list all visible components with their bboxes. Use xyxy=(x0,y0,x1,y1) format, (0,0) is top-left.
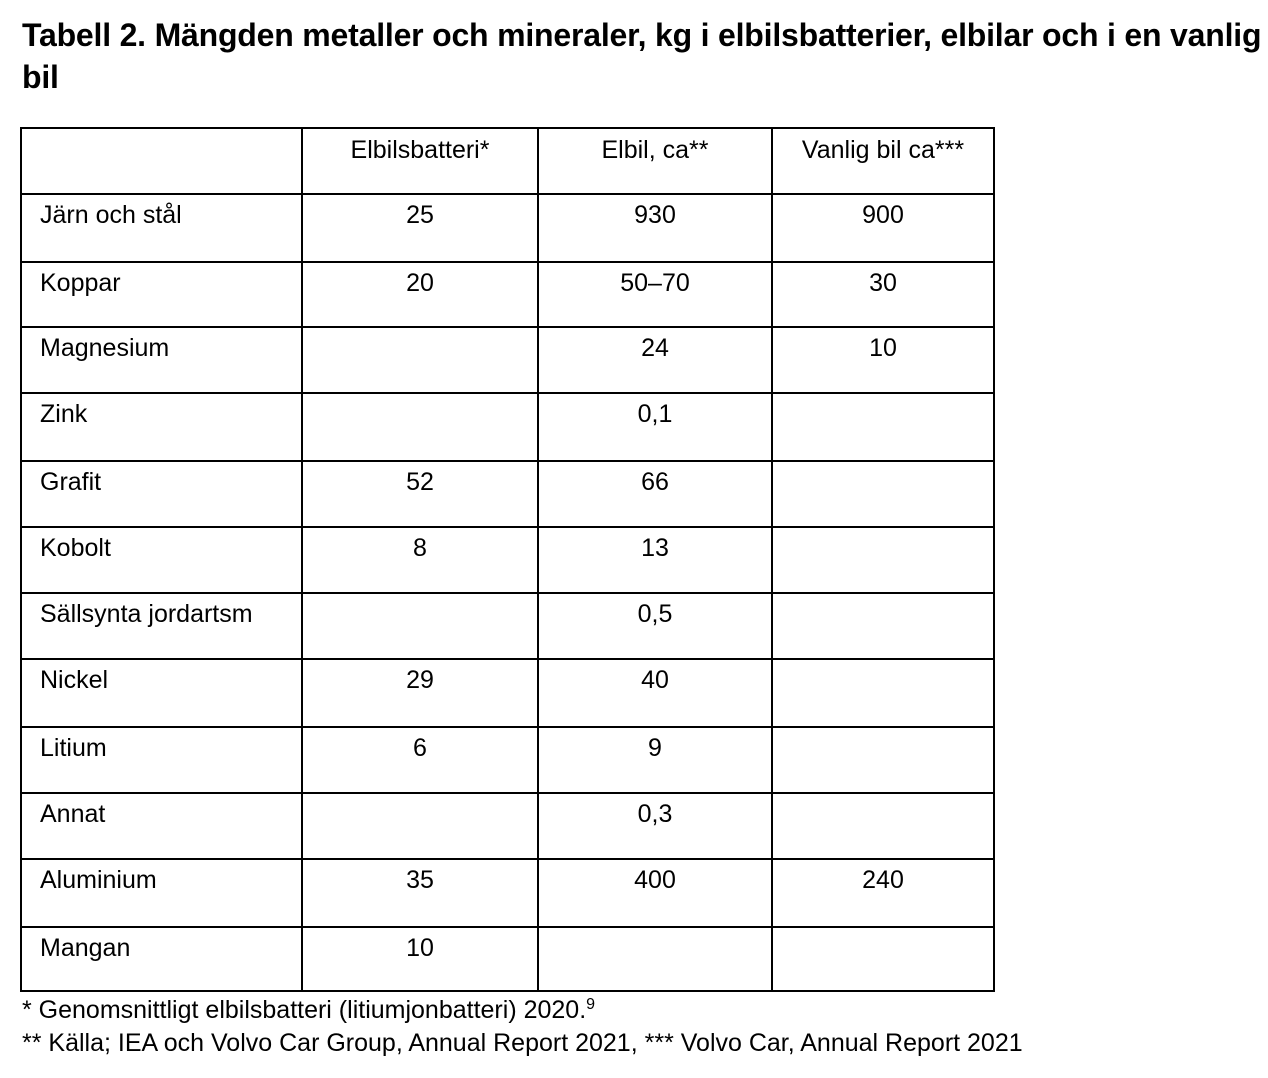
table-row xyxy=(21,393,994,461)
row-label: Zink xyxy=(21,393,302,461)
row-label: Litium xyxy=(21,727,302,793)
table-header-row xyxy=(21,128,994,194)
ev-value xyxy=(538,927,772,991)
row-label: Kobolt xyxy=(21,527,302,593)
footnote-battery-text: * Genomsnittligt elbilsbatteri (litiumjonbatteri) 2020. xyxy=(22,996,587,1024)
table-row xyxy=(21,593,994,659)
table-row xyxy=(21,327,994,393)
battery-value: 10 xyxy=(302,927,538,991)
footnote-battery xyxy=(22,994,1262,1027)
ev-value: 0,1 xyxy=(538,393,772,461)
battery-value xyxy=(302,393,538,461)
battery-value xyxy=(302,327,538,393)
ev-value: 50–70 xyxy=(538,262,772,327)
car-value xyxy=(772,527,994,593)
car-value: 900 xyxy=(772,194,994,262)
table-row xyxy=(21,194,994,262)
car-value xyxy=(772,461,994,527)
footnote-sources: ** Källa; IEA och Volvo Car Group, Annual Report 2021, *** Volvo Car, Annual Report 2021 xyxy=(22,1029,1023,1057)
battery-value: 35 xyxy=(302,859,538,927)
ev-value: 40 xyxy=(538,659,772,727)
table-row xyxy=(21,659,994,727)
table-row xyxy=(21,727,994,793)
battery-value: 25 xyxy=(302,194,538,262)
materials-table xyxy=(20,127,995,992)
car-value xyxy=(772,393,994,461)
column-header-material xyxy=(21,128,302,194)
footnotes xyxy=(22,994,1262,1060)
car-value: 240 xyxy=(772,859,994,927)
row-label: Annat xyxy=(21,793,302,859)
row-label: Magnesium xyxy=(21,327,302,393)
table-row xyxy=(21,927,994,991)
battery-value xyxy=(302,793,538,859)
car-value: 30 xyxy=(772,262,994,327)
row-label: Nickel xyxy=(21,659,302,727)
ev-value: 0,5 xyxy=(538,593,772,659)
table-row xyxy=(21,262,994,327)
table-row xyxy=(21,461,994,527)
row-label: Mangan xyxy=(21,927,302,991)
row-label: Grafit xyxy=(21,461,302,527)
car-value xyxy=(772,659,994,727)
battery-value: 52 xyxy=(302,461,538,527)
ev-value: 0,3 xyxy=(538,793,772,859)
ev-value: 13 xyxy=(538,527,772,593)
table-title: Tabell 2. Mängden metaller och mineraler, kg i elbilsbatterier, elbilar och i en vanlig bil xyxy=(22,17,1262,95)
column-header-car: Vanlig bil ca*** xyxy=(772,128,994,194)
battery-value: 20 xyxy=(302,262,538,327)
ev-value: 9 xyxy=(538,727,772,793)
car-value xyxy=(772,927,994,991)
table-row xyxy=(21,793,994,859)
row-label: Järn och stål xyxy=(21,194,302,262)
footnote-reference: 9 xyxy=(586,996,596,1013)
ev-value: 24 xyxy=(538,327,772,393)
car-value: 10 xyxy=(772,327,994,393)
car-value xyxy=(772,727,994,793)
battery-value: 29 xyxy=(302,659,538,727)
battery-value: 8 xyxy=(302,527,538,593)
battery-value: 6 xyxy=(302,727,538,793)
row-label: Koppar xyxy=(21,262,302,327)
ev-value: 930 xyxy=(538,194,772,262)
battery-value xyxy=(302,593,538,659)
column-header-battery: Elbilsbatteri* xyxy=(302,128,538,194)
row-label: Aluminium xyxy=(21,859,302,927)
car-value xyxy=(772,593,994,659)
column-header-ev: Elbil, ca** xyxy=(538,128,772,194)
row-label: Sällsynta jordartsm xyxy=(21,593,302,659)
table-row xyxy=(21,859,994,927)
ev-value: 66 xyxy=(538,461,772,527)
table-row xyxy=(21,527,994,593)
ev-value: 400 xyxy=(538,859,772,927)
car-value xyxy=(772,793,994,859)
